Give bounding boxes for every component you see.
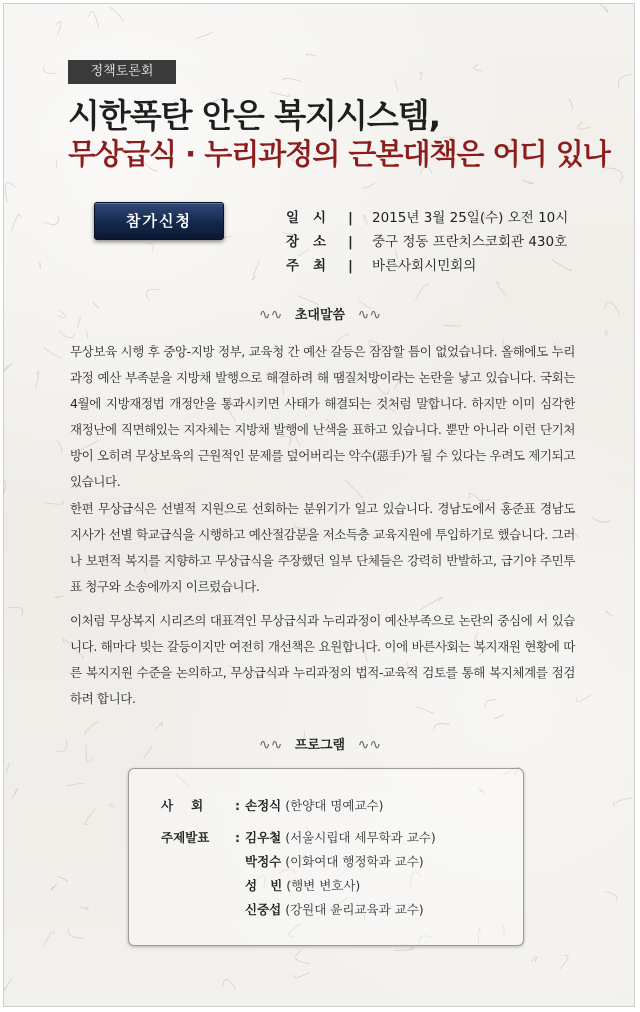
paper-fiber [419,72,422,80]
program-role: 사회 [161,798,222,813]
program-presenter-row [129,899,523,921]
paragraph-2: 한편 무상급식은 선별적 지원으로 선회하는 분위기가 일고 있습니다. 경남도에서 홍준표 경남도지사가 선별 학교급식을 시행하고 예산절감분을 저소득층 교육지원에 투입하기로 했습니다. 그러나 보편적 복지를 지향하고 무상급식을 주장했던 일부 단체들은 강력히 반발하고, 급기야 주민투표 청구와 소송에까지 이르렀습니다. [70,501,575,594]
person-name: 성 빈 [245,878,283,893]
paragraph-3: 이처럼 무상복지 시리즈의 대표격인 무상급식과 누리과정이 예산부족으로 논란의 중심에 서 있습니다. 해마다 빚는 갈등이지만 여전히 개선책은 요원합니다. 이에 바른사회는 복지재원 현황에 따른 복지지원 수준을 논의하고, 무상급식과 누리과정의 법적-교육적 검토를 통해 복지체계를 점검하려 합니다. [70,613,575,706]
squiggle-right-icon: ∿∿ [357,307,382,323]
paper-fiber [551,259,571,271]
person-affiliation: (강원대 윤리교육과 교수) [285,902,424,917]
person-name: 신중섭 [245,902,282,917]
paper-fiber [576,695,591,701]
paper-fiber [67,783,84,786]
info-value: 바른사회시민회의 [372,258,477,274]
paper-fiber [195,32,213,39]
paper-fiber [597,4,608,12]
info-separator: | [348,258,353,274]
paper-fiber [147,243,153,251]
paper-fiber [68,929,83,939]
paper-fiber [44,932,54,946]
paper-fiber [605,611,612,616]
program-person [245,827,436,849]
paper-fiber [44,501,64,505]
paper-fiber [613,798,631,806]
paper-fiber [394,947,413,951]
apply-button[interactable]: 참가신청 [94,202,224,240]
paragraph-1: 무상보육 시행 후 중앙-지방 정부, 교육청 간 예산 갈등은 잠잠할 틈이 없었습니다. 올해에도 누리과정 예산 부족분을 지방채 발행으로 해결하려 해 땜질처방이라는 논란을 낳고 있습니다. 국회는 4월에 지방재정법 개정안을 통과시키면 사태가 해결되는 것처럼 말합니다. 하지만 이미 심각한 재정난에 직면해있는 지자체는 지방채 발행에 난색을 표하고 있습니다. 뿐만 아니라 이런 단기처방이 오히려 무상보육의 근원적인 문제를 덮어버리는 악수(惡手)가 될 수 있다는 우려도 제기되고 있습니다. [70,344,575,489]
paper-fiber [531,956,536,961]
paper-fiber [6,763,9,772]
paper-fiber [395,79,399,91]
paper-fiber [35,371,38,389]
paper-fiber [44,215,59,224]
info-separator: | [348,234,353,250]
paper-fiber [282,78,301,81]
program-heading [4,734,635,756]
paper-fiber [523,181,534,184]
info-label: 주최 [286,258,341,274]
paper-fiber [569,99,573,109]
info-separator: | [348,210,353,226]
person-name: 박정수 [245,854,282,869]
paper-fiber [51,884,57,890]
paper-fiber [434,724,451,730]
person-name: 김우철 [245,830,282,845]
paper-fiber [415,284,428,301]
paper-fiber [364,215,367,225]
invitation-heading-text: 초대말씀 [294,308,346,323]
paper-fiber [618,74,631,87]
paper-fiber [156,722,163,729]
program-presenter-row [129,851,523,873]
paper-fiber [40,262,41,269]
poster [3,3,635,1007]
paper-fiber [4,478,6,493]
info-value: 중구 정동 프란치스코회관 430호 [372,234,568,250]
person-name: 손정식 [245,798,282,813]
paper-fiber [4,979,11,992]
paper-fiber [306,54,316,56]
paper-fiber [80,907,88,910]
paper-fiber [89,11,99,27]
program-presenter-row [129,827,523,849]
info-label: 장소 [286,234,341,250]
program-box [128,768,524,946]
program-colon: : [235,830,240,845]
paper-fiber [85,809,95,824]
paper-fiber [560,955,568,969]
paper-fiber [57,441,62,453]
paper-fiber [56,160,58,168]
paper-fiber [252,261,259,280]
person-affiliation: (행변 변호사) [286,878,361,893]
paper-fiber [12,215,21,232]
program-person [245,875,360,897]
paper-fiber [605,330,608,335]
squiggle-left-icon: ∿∿ [258,307,283,323]
paper-fiber [4,364,12,373]
person-affiliation: (서울시립대 세무학과 교수) [285,830,436,845]
paper-fiber [362,182,376,188]
paper-fiber [578,122,591,129]
paper-fiber [474,65,483,71]
squiggle-right-icon: ∿∿ [357,737,382,753]
paper-fiber [223,979,236,988]
paper-fiber [605,891,617,901]
squiggle-left-icon: ∿∿ [258,737,283,753]
info-value: 2015년 3월 25일(수) 오전 10시 [372,210,569,226]
paper-fiber [57,877,68,882]
paper-fiber [296,951,311,964]
program-person [245,851,424,873]
paper-fiber [146,289,161,301]
program-person [245,899,424,921]
paper-fiber [294,972,310,977]
paper-fiber [592,517,611,522]
paper-fiber [110,7,124,22]
paper-fiber [494,715,503,719]
person-affiliation: (이화여대 행정학과 교수) [285,854,424,869]
paper-fiber [86,331,87,339]
info-label: 일시 [286,210,341,226]
program-moderator-row [129,795,523,817]
person-affiliation: (한양대 명예교수) [285,798,384,813]
program-presenter-row [129,875,523,897]
paper-fiber [12,788,18,799]
paper-fiber [56,21,62,35]
title-line-2: 무상급식 · 누리과정의 근본대책은 어디 있나 [68,137,610,171]
paper-fiber [44,347,61,358]
invitation-heading [4,304,635,326]
program-colon: : [235,798,240,813]
title-line-1: 시한폭탄 안은 복지시스템, [68,96,441,135]
paper-fiber [5,183,15,203]
paper-fiber [55,596,64,598]
paper-fiber [44,67,57,74]
program-role: 주제발표 [161,830,210,845]
paper-fiber [7,607,23,615]
paper-fiber [496,282,507,297]
category-badge: 정책토론회 [68,60,176,84]
paper-fiber [59,331,75,338]
program-heading-text: 프로그램 [294,738,346,753]
program-person [245,795,383,817]
paper-fiber [110,803,115,806]
